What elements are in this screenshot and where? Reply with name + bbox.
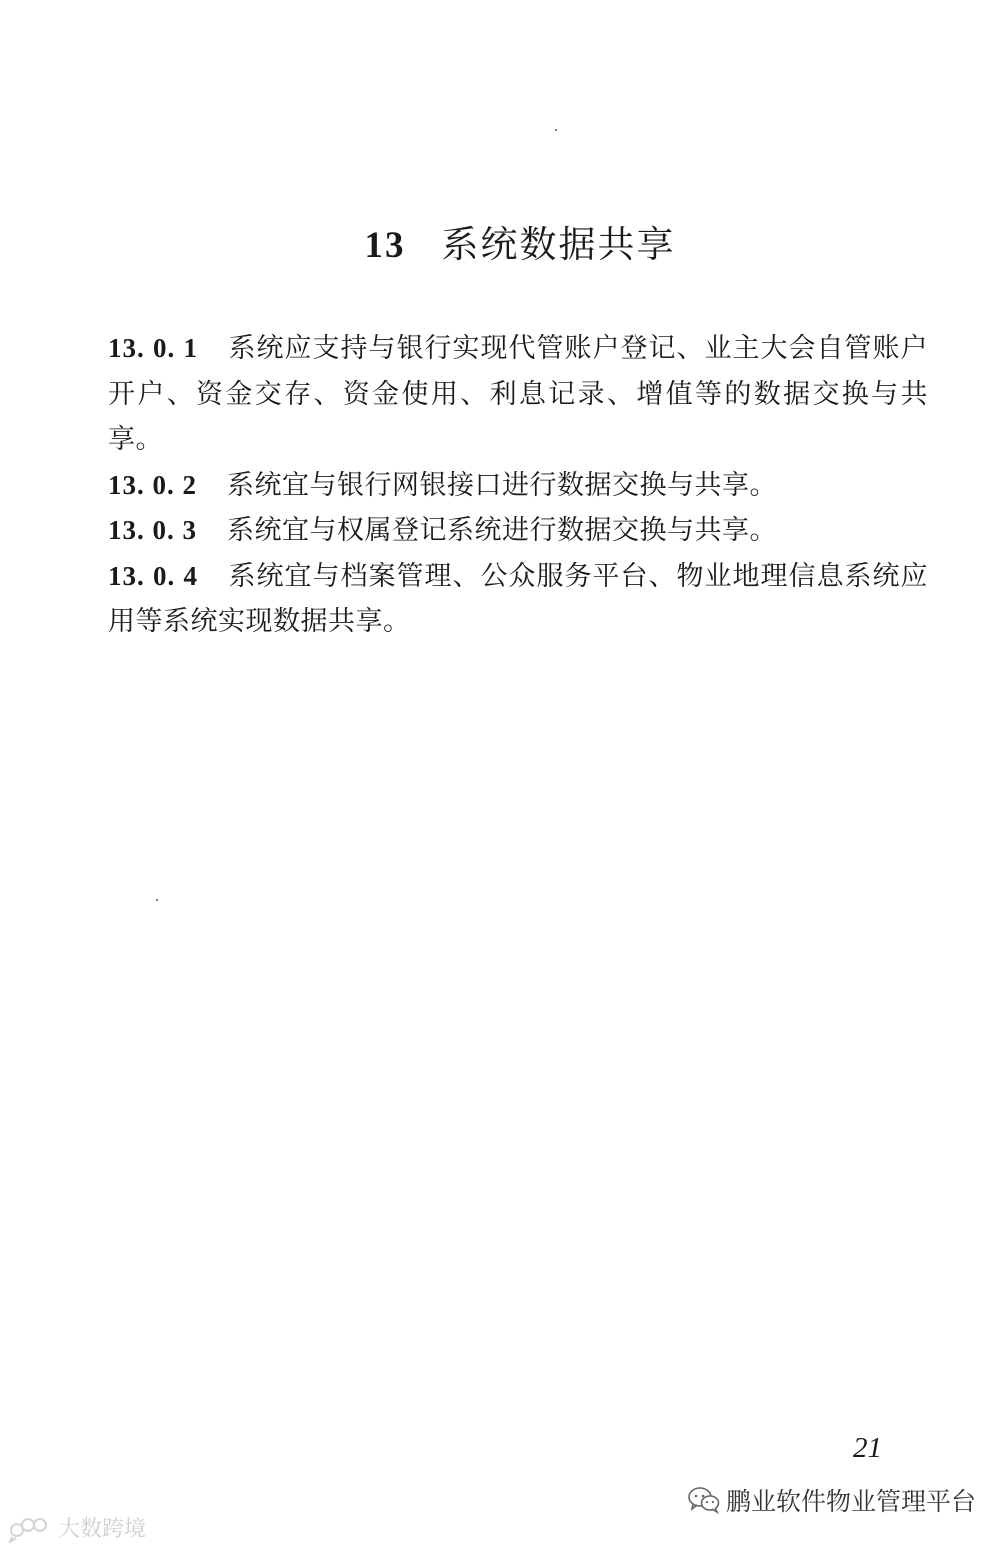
clause-text: 系统宜与档案管理、公众服务平台、物业地理信息系统应用等系统实现数据共享。 — [108, 560, 928, 637]
clause — [108, 326, 928, 463]
clause-number: 13. 0. 1 — [108, 333, 198, 363]
scan-speck — [156, 899, 158, 901]
chapter-title: 系统数据共享 — [441, 223, 676, 266]
chapter-number: 13 — [364, 225, 406, 266]
clause — [108, 554, 928, 645]
clause-list — [108, 326, 928, 645]
bubble-logo-icon — [8, 1513, 54, 1543]
chapter-heading — [0, 214, 998, 268]
clause-text: 系统宜与银行网银接口进行数据交换与共享。 — [227, 469, 777, 501]
clause-text: 系统应支持与银行实现代管账户登记、业主大会自管账户开户、资金交存、资金使用、利息记录、增值等的数据交换与共享。 — [108, 333, 928, 455]
watermark-wechat — [688, 1480, 976, 1520]
wechat-icon — [688, 1486, 720, 1514]
scan-speck — [555, 129, 557, 131]
clause — [108, 463, 928, 509]
clause-number: 13. 0. 4 — [108, 560, 198, 591]
watermark-right-text: 鹏业软件物业管理平台 — [726, 1487, 977, 1516]
clause-number: 13. 0. 3 — [108, 515, 197, 545]
clause-text: 系统宜与权属登记系统进行数据交换与共享。 — [227, 515, 777, 546]
clause-number: 13. 0. 2 — [108, 469, 197, 500]
page-number: 21 — [853, 1432, 882, 1464]
clause — [108, 508, 928, 554]
watermark-corner — [8, 1512, 146, 1543]
watermark-left-text: 大数跨境 — [58, 1517, 147, 1542]
